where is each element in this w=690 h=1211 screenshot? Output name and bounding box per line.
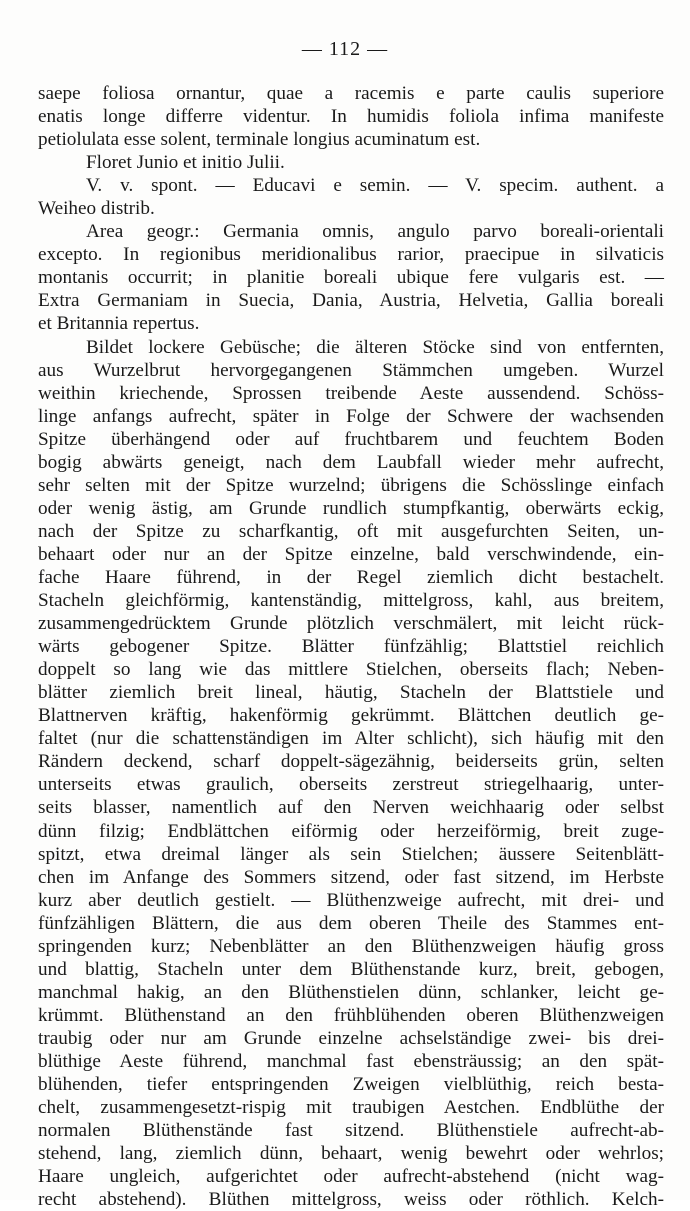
text-line: V. v. spont. — Educavi e semin. — V. specim. authent. a [86, 175, 664, 197]
text-line: Haare ungleich, aufgerichtet oder aufrecht-abstehend (nicht wag- [38, 1166, 664, 1188]
text-line: recht abstehend). Blüthen mittelgross, weiss oder röthlich. Kelch- [38, 1189, 664, 1211]
text-line: fache Haare führend, in der Regel ziemlich dicht bestachelt. [38, 566, 664, 588]
text-line: zusammengedrücktem Grunde plötzlich verschmälert, mit leicht rück- [38, 613, 664, 635]
text-line: nach der Spitze zu scharfkantig, oft mit ausgefurchten Seiten, un- [38, 520, 664, 542]
body-text [38, 82, 664, 1211]
text-line: blühenden, tiefer entspringenden Zweigen vielblüthig, reich besta- [38, 1074, 664, 1096]
text-line: faltet (nur die schattenständigen im Alter schlicht), sich häufig mit den [38, 728, 664, 750]
text-line: stehend, lang, ziemlich dünn, behaart, wenig bewehrt oder wehrlos; [38, 1143, 664, 1165]
text-line: Spitze überhängend oder auf fruchtbarem und feuchtem Boden [38, 428, 664, 450]
text-line: wärts gebogener Spitze. Blätter fünfzählig; Blattstiel reichlich [38, 636, 664, 658]
text-line: petiolulata esse solent, terminale longius acuminatum est. [38, 129, 481, 151]
text-line: Bildet lockere Gebüsche; die älteren Stöcke sind von entfernten, [86, 336, 664, 358]
text-line: et Britannia repertus. [38, 313, 200, 335]
text-line: traubig oder nur am Grunde einzelne achselständige zwei- bis drei- [38, 1027, 664, 1049]
text-line: chen im Anfange des Sommers sitzend, oder fast sitzend, im Herbste [38, 866, 664, 888]
text-line: Weiheo distrib. [38, 198, 155, 220]
text-line: excepto. In regionibus meridionalibus rarior, praecipue in silvaticis [38, 244, 664, 266]
text-line: bogig abwärts geneigt, nach dem Laubfall wieder mehr aufrecht, [38, 451, 664, 473]
text-line: blätter ziemlich breit lineal, häutig, Stacheln der Blattstiele und [38, 682, 664, 704]
text-line: montanis occurrit; in planitie boreali ubique fere vulgaris est. — [38, 267, 664, 289]
text-line: seits blasser, namentlich auf den Nerven weichhaarig oder selbst [38, 797, 664, 819]
text-line: Extra Germaniam in Suecia, Dania, Austria, Helvetia, Gallia boreali [38, 290, 664, 312]
text-line: kurz aber deutlich gestielt. — Blüthenzweige aufrecht, mit drei- und [38, 889, 664, 911]
text-line: Blattnerven kräftig, hakenförmig gekrümmt. Blättchen deutlich ge- [38, 705, 664, 727]
text-line: unterseits etwas graulich, oberseits zerstreut striegelhaarig, unter- [38, 774, 664, 796]
text-line: oder wenig ästig, am Grunde rundlich stumpfkantig, oberwärts eckig, [38, 497, 664, 519]
text-line: saepe foliosa ornantur, quae a racemis e parte caulis superiore [38, 83, 664, 104]
text-line: weithin kriechende, Sprossen treibende Aeste aussendend. Schöss- [38, 382, 664, 404]
text-line: und blattig, Stacheln unter dem Blüthenstande kurz, breit, gebogen, [38, 958, 664, 980]
text-line: normalen Blüthenstände fast sitzend. Blüthenstiele aufrecht-ab- [38, 1120, 664, 1142]
text-line: doppelt so lang wie das mittlere Stielchen, oberseits flach; Neben- [38, 659, 664, 681]
text-line: Stacheln gleichförmig, kantenständig, mittelgross, kahl, aus breitem, [38, 590, 664, 612]
text-line: aus Wurzelbrut hervorgegangenen Stämmchen umgeben. Wurzel [38, 359, 664, 381]
text-line: linge anfangs aufrecht, später in Folge der Schwere der wachsenden [38, 405, 664, 427]
page-number: — 112 — [301, 38, 389, 60]
text-line: manchmal hakig, an den Blüthenstielen dünn, schlanker, leicht ge- [38, 981, 664, 1003]
text-line: krümmt. Blüthenstand an den frühblühenden oberen Blüthenzweigen [38, 1004, 664, 1026]
text-line: sehr selten mit der Spitze wurzelnd; übrigens die Schösslinge einfach [38, 474, 664, 496]
text-line: behaart oder nur an der Spitze einzelne, bald verschwindende, ein- [38, 543, 664, 565]
text-line: Rändern deckend, scharf doppelt-sägezähnig, beiderseits grün, selten [38, 751, 664, 773]
text-line: dünn filzig; Endblättchen eiförmig oder herzeiförmig, breit zuge- [38, 820, 664, 842]
text-line: Floret Junio et initio Julii. [86, 152, 285, 174]
text-line: Area geogr.: Germania omnis, angulo parvo boreali-orientali [86, 221, 664, 243]
text-line: springenden kurz; Nebenblätter an den Blüthenzweigen häufig gross [38, 935, 664, 957]
text-line: fünfzähligen Blättern, die aus dem oberen Theile des Stammes ent- [38, 912, 664, 934]
text-line: enatis longe differre videntur. In humidis foliola infima manifeste [38, 106, 664, 128]
text-line: spitzt, etwa dreimal länger als sein Stielchen; äussere Seitenblätt- [38, 843, 664, 865]
text-line: chelt, zusammengesetzt-rispig mit traubigen Aestchen. Endblüthe der [38, 1097, 664, 1119]
text-line: blüthige Aeste führend, manchmal fast ebensträussig; an den spät- [38, 1050, 664, 1072]
